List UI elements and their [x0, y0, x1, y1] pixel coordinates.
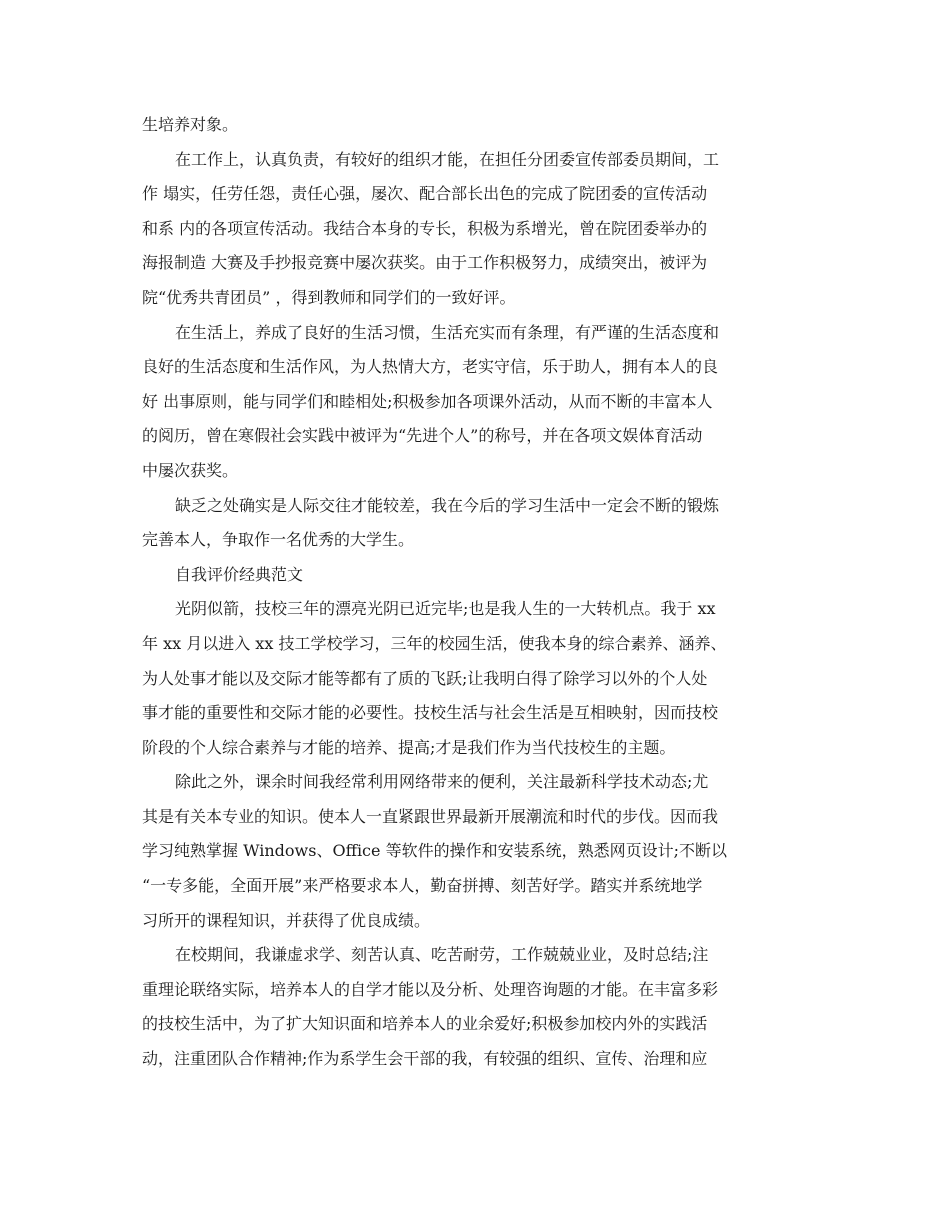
text-line: 年 xx 月以进入 xx 技工学校学习，三年的校园生活，使我本身的综合素养、涵养、 [142, 633, 727, 653]
text-line: 事才能的重要性和交际才能的必要性。技校生活与社会生活是互相映射，因而技校 [142, 703, 719, 723]
text-line: 习所开的课程知识，并获得了优良成绩。 [142, 910, 431, 930]
text-line: 好 出事原则，能与同学们和睦相处;积极参加各项课外活动，从而不断的丰富本人 [142, 391, 713, 411]
text-line: 的阅历，曾在寒假社会实践中被评为“先进个人”的称号，并在各项文娱体育活动 [142, 426, 703, 446]
text-line: “一专多能，全面开展”来严格要求本人，勤奋拼搏、刻苦好学。踏实并系统地学 [142, 876, 703, 896]
text-line: 其是有关本专业的知识。使本人一直紧跟世界最新开展潮流和时代的步伐。因而我 [142, 806, 719, 826]
paragraph-first-line: 缺乏之处确实是人际交往才能较差，我在今后的学习生活中一定会不断的锻炼 [175, 495, 720, 515]
text-line: 良好的生活态度和生活作风，为人热情大方，老实守信，乐于助人，拥有本人的良 [142, 357, 719, 377]
text-line: 的技校生活中，为了扩大知识面和培养本人的业余爱好;积极参加校内外的实践活 [142, 1014, 708, 1034]
text-line: 动，注重团队合作精神;作为系学生会干部的我，有较强的组织、宣传、治理和应 [142, 1049, 708, 1069]
text-line: 院“优秀共青团员” ，得到教师和同学们的一致好评。 [142, 287, 516, 307]
text-line: 学习纯熟掌握 Windows、Office 等软件的操作和安装系统，熟悉网页设计;不断以 [142, 841, 727, 861]
text-line: 为人处事才能以及交际才能等都有了质的飞跃;让我明白得了除学习以外的个人处 [142, 668, 708, 688]
text-line: 作 塌实，任劳任怨，责任心强，屡次、配合部长出色的完成了院团委的宣传活动 [142, 184, 708, 204]
text-line: 完善本人，争取作一名优秀的大学生。 [142, 530, 415, 550]
paragraph-first-line: 在生活上，养成了良好的生活习惯，生活充实而有条理，有严谨的生活态度和 [175, 322, 720, 342]
paragraph-first-line: 除此之外，课余时间我经常利用网络带来的便利，关注最新科学技术动态;尤 [175, 772, 709, 792]
paragraph-first-line: 在校期间，我谦虚求学、刻苦认真、吃苦耐劳，工作兢兢业业，及时总结;注 [175, 945, 709, 965]
text-line: 海报制造 大赛及手抄报竞赛中屡次获奖。由于工作积极努力，成绩突出，被评为 [142, 253, 708, 273]
text-line: 重理论联络实际，培养本人的自学才能以及分析、处理咨询题的才能。在丰富多彩 [142, 979, 719, 999]
text-line: 和系 内的各项宣传活动。我结合本身的专长，积极为系增光，曾在院团委举办的 [142, 218, 708, 238]
paragraph-first-line: 在工作上，认真负责，有较好的组织才能，在担任分团委宣传部委员期间，工 [175, 149, 720, 169]
text-line: 阶段的个人综合素养与才能的培养、提高;才是我们作为当代技校生的主题。 [142, 737, 676, 757]
section-heading: 自我评价经典范文 [175, 564, 304, 584]
document-page [142, 108, 812, 1077]
text-line: 生培养对象。 [142, 115, 239, 134]
text-line: 中屡次获奖。 [142, 460, 239, 480]
paragraph-first-line: 光阴似箭，技校三年的漂亮光阴已近完毕;也是我人生的一大转机点。我于 xx [175, 599, 716, 619]
